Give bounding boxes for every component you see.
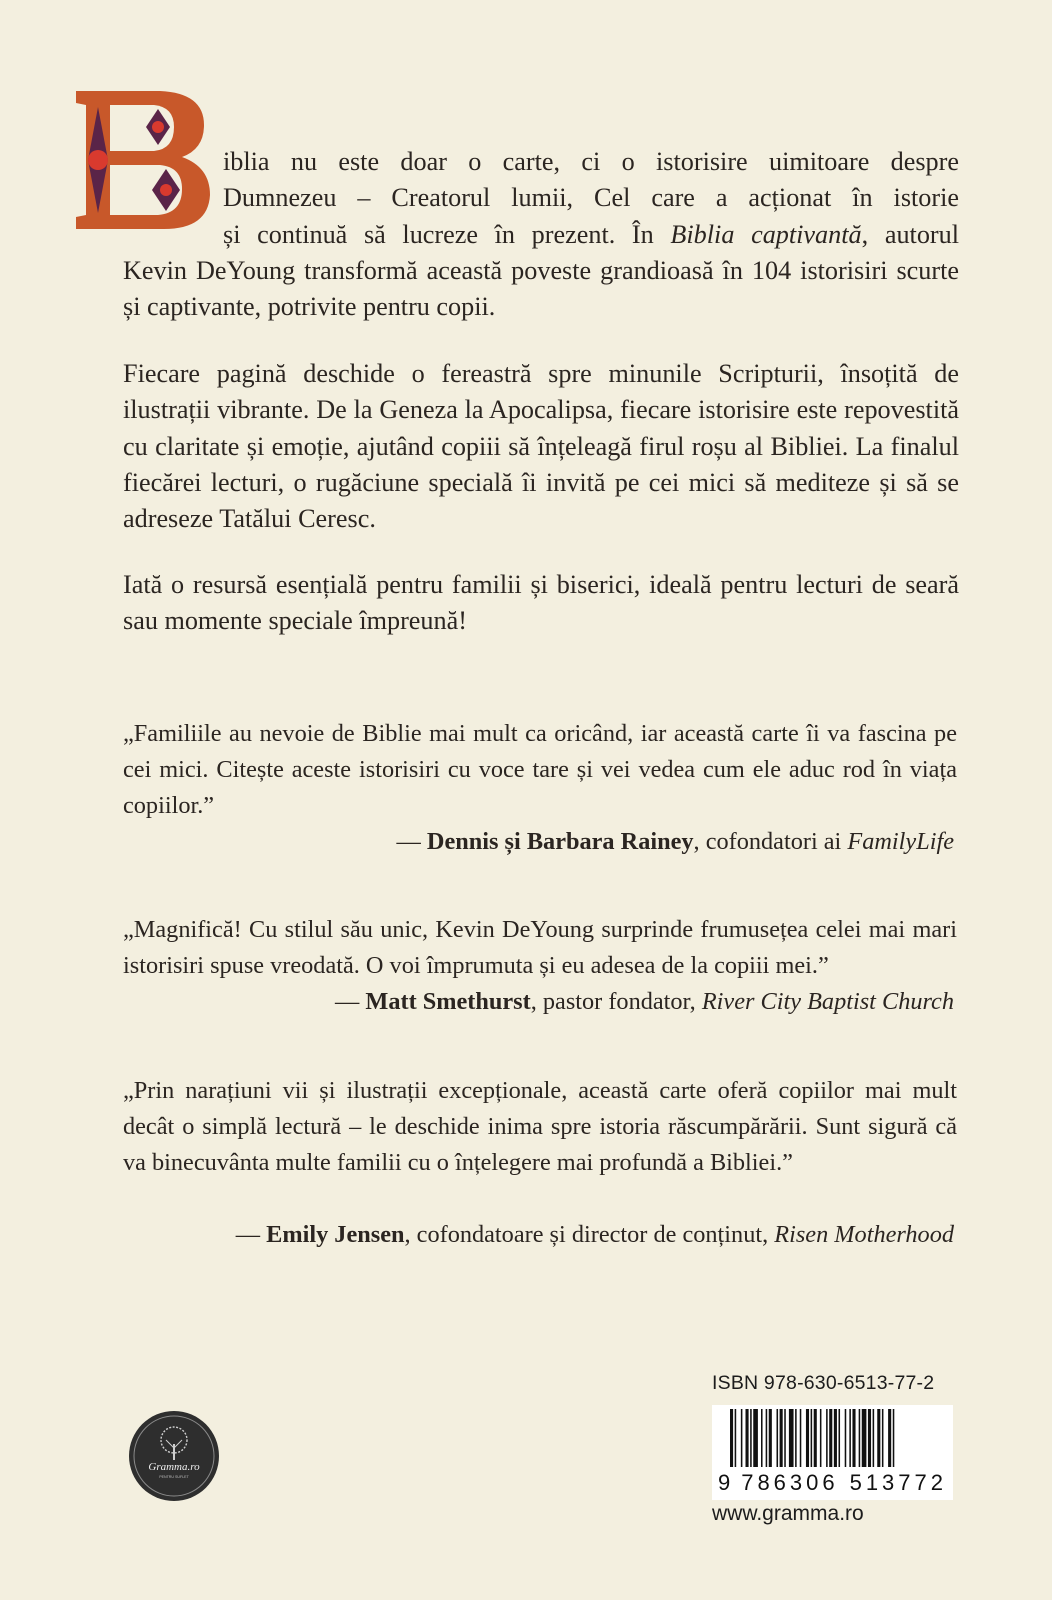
- closing-paragraph: Iată o resursă esențială pentru familii și biserici, ideală pentru lecturi de seară sau momente speciale împreună!: [123, 570, 959, 636]
- isbn-label: ISBN 978-630-6513-77-2: [712, 1372, 935, 1394]
- endorsement-quote-2: „Magnifică! Cu stilul său unic, Kevin DeYoung surprinde frumusețea celei mai mari istorisiri spuse vreodată. O voi împrumuta și eu adesea de la copiii mei.”: [123, 916, 957, 979]
- barcode-digits-right: 513772: [849, 1470, 947, 1495]
- intro-rest: Kevin DeYoung transformă această poveste grandioasă în 104 istorisiri scurte și captivante, potrivite pentru copii.: [123, 255, 959, 322]
- publisher-website[interactable]: www.gramma.ro: [712, 1502, 864, 1525]
- logo-name: Gramma.ro: [148, 1461, 200, 1473]
- endorsement-quote-1: „Familiile au nevoie de Biblie mai mult ca oricând, iar această carte îi va fascina pe cei mici. Citește aceste istorisiri cu voce tare și vei vedea cum ele aduc rod în viața copiilor.”: [123, 720, 957, 819]
- endorser-org: Risen Motherhood: [774, 1221, 954, 1248]
- barcode-digit-first: 9: [718, 1470, 731, 1495]
- publisher-logo: [128, 1410, 220, 1502]
- endorser-name: Dennis și Barbara Rainey: [426, 828, 694, 855]
- endorser-org: River City Baptist Church: [701, 988, 954, 1015]
- barcode-digits: [712, 1470, 953, 1496]
- endorser-name: Matt Smethurst: [365, 988, 531, 1015]
- intro-line-2: Dumnezeu – Creatorul lumii, Cel care a acționat în istorie: [223, 183, 959, 213]
- endorsement-attribution-3: — Emily Jensen, cofondatoare și director de conținut, Risen Motherhood: [235, 1221, 954, 1248]
- logo-tagline: PENTRU SUFLET: [159, 1475, 189, 1479]
- barcode-bars: [712, 1405, 953, 1467]
- intro-line-3: și continuă să lucreze în prezent. În Biblia captivantă, autorul: [223, 219, 960, 249]
- book-title: Biblia captivantă: [670, 219, 862, 249]
- barcode-digits-left: 786306: [741, 1470, 839, 1495]
- endorsement-attribution-2: — Matt Smethurst, pastor fondator, River City Baptist Church: [335, 988, 954, 1015]
- endorser-name: Emily Jensen: [266, 1221, 405, 1248]
- intro-paragraph: [123, 144, 959, 325]
- endorsement-attribution-1: — Dennis și Barbara Rainey, cofondatori ai FamilyLife: [396, 828, 954, 855]
- endorsement-quote-3: „Prin narațiuni vii și ilustrații excepționale, această carte oferă copiilor mai mult decât o simplă lectură – le deschide inima spre istoria răscumpărării. Sunt sigură că va binecuvânta multe familii cu o înțelegere mai profundă a Bibliei.”: [123, 1077, 957, 1176]
- description-paragraph: Fiecare pagină deschide o fereastră spre minunile Scripturii, însoțită de ilustrații vibrante. De la Geneza la Apocalipsa, fiecare istorisire este repovestită cu claritate și emoție, ajutând copiii să înțeleagă firul roșu al Bibliei. La finalul fiecărei lecturi, o rugăciune specială îi invită pe cei mici să mediteze și să se adreseze Tatălui Ceresc.: [123, 359, 959, 534]
- endorser-org: FamilyLife: [847, 828, 954, 855]
- intro-line-1: iblia nu este doar o carte, ci o istorisire uimitoare despre: [223, 147, 959, 176]
